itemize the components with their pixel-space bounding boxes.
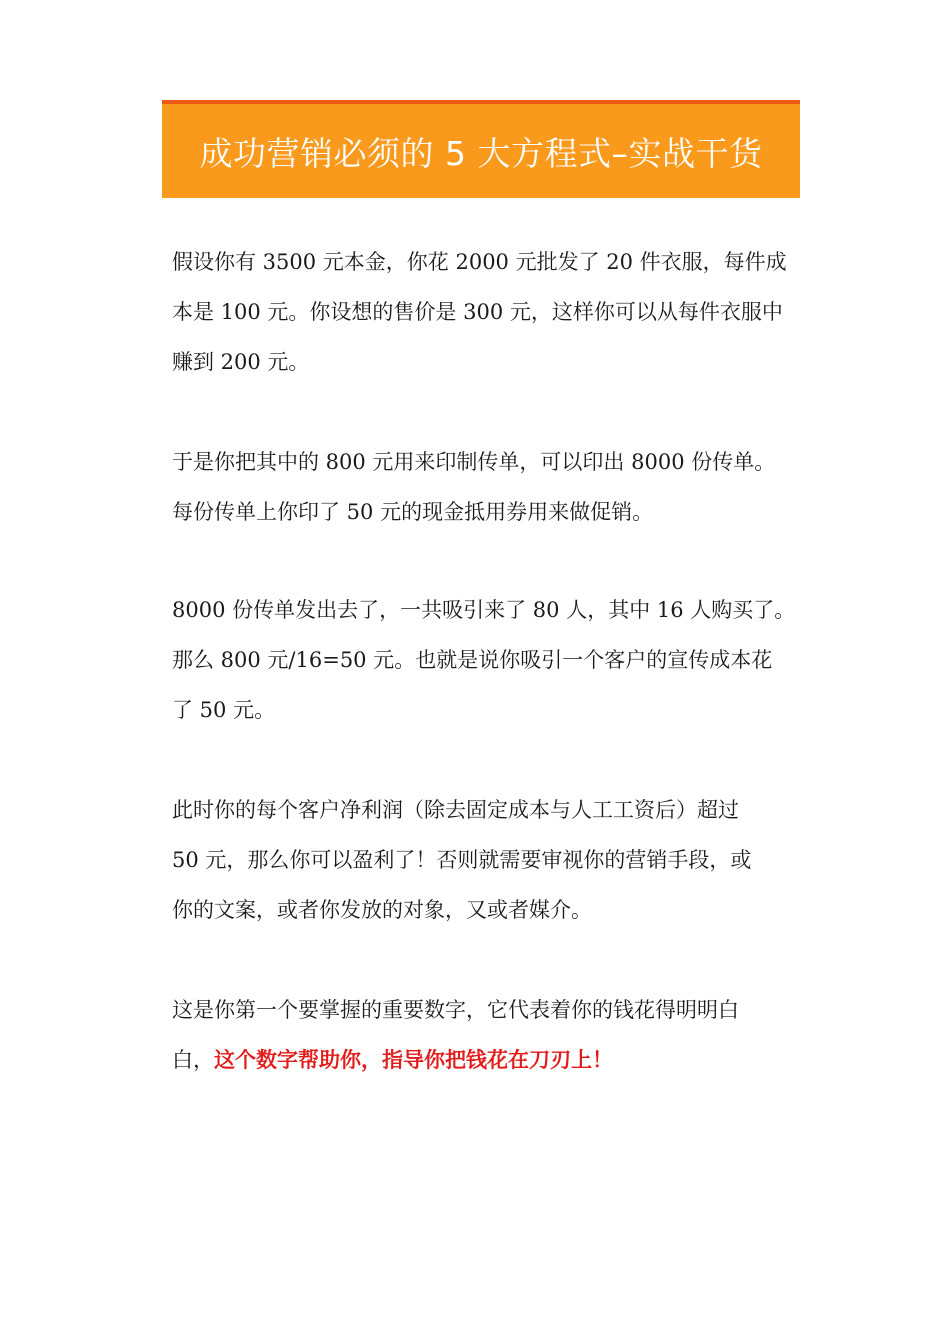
paragraph-1	[172, 237, 797, 387]
paragraph-2	[172, 437, 797, 537]
paragraph-3-line-2: 那么 800 元/16=50 元。也就是说你吸引一个客户的宣传成本花	[172, 648, 773, 672]
paragraph-5-line-2	[172, 1035, 797, 1085]
paragraph-4-line-2: 50 元，那么你可以盈利了！否则就需要审视你的营销手段，或	[172, 848, 752, 872]
paragraph-3-line-3: 了 50 元。	[172, 698, 276, 722]
paragraph-2-line-2: 每份传单上你印了 50 元的现金抵用券用来做促销。	[172, 500, 654, 524]
highlighted-conclusion: 这个数字帮助你，指导你把钱花在刀刃上！	[214, 1048, 613, 1072]
paragraph-1-line-1: 假设你有 3500 元本金，你花 2000 元批发了 20 件衣服，每件成	[172, 250, 787, 274]
paragraph-2-line-1: 于是你把其中的 800 元用来印制传单，可以印出 8000 份传单。	[172, 450, 776, 474]
paragraph-3-line-1: 8000 份传单发出去了，一共吸引来了 80 人，其中 16 人购买了。	[172, 598, 796, 622]
paragraph-4	[172, 785, 797, 935]
paragraph-1-line-2: 本是 100 元。你设想的售价是 300 元，这样你可以从每件衣服中	[172, 300, 783, 324]
title-banner	[162, 100, 800, 198]
paragraph-4-line-1: 此时你的每个客户净利润（除去固定成本与人工工资后）超过	[172, 798, 739, 822]
paragraph-5	[172, 985, 797, 1085]
paragraph-5-line-1: 这是你第一个要掌握的重要数字，它代表着你的钱花得明明白	[172, 998, 739, 1022]
paragraph-3	[172, 585, 797, 735]
page-title: 成功营销必须的 5 大方程式–实战干货	[199, 133, 763, 173]
paragraph-1-line-3: 赚到 200 元。	[172, 350, 310, 374]
paragraph-4-line-3: 你的文案，或者你发放的对象，又或者媒介。	[172, 898, 592, 922]
paragraph-5-line-2-prefix: 白，	[172, 1048, 214, 1072]
